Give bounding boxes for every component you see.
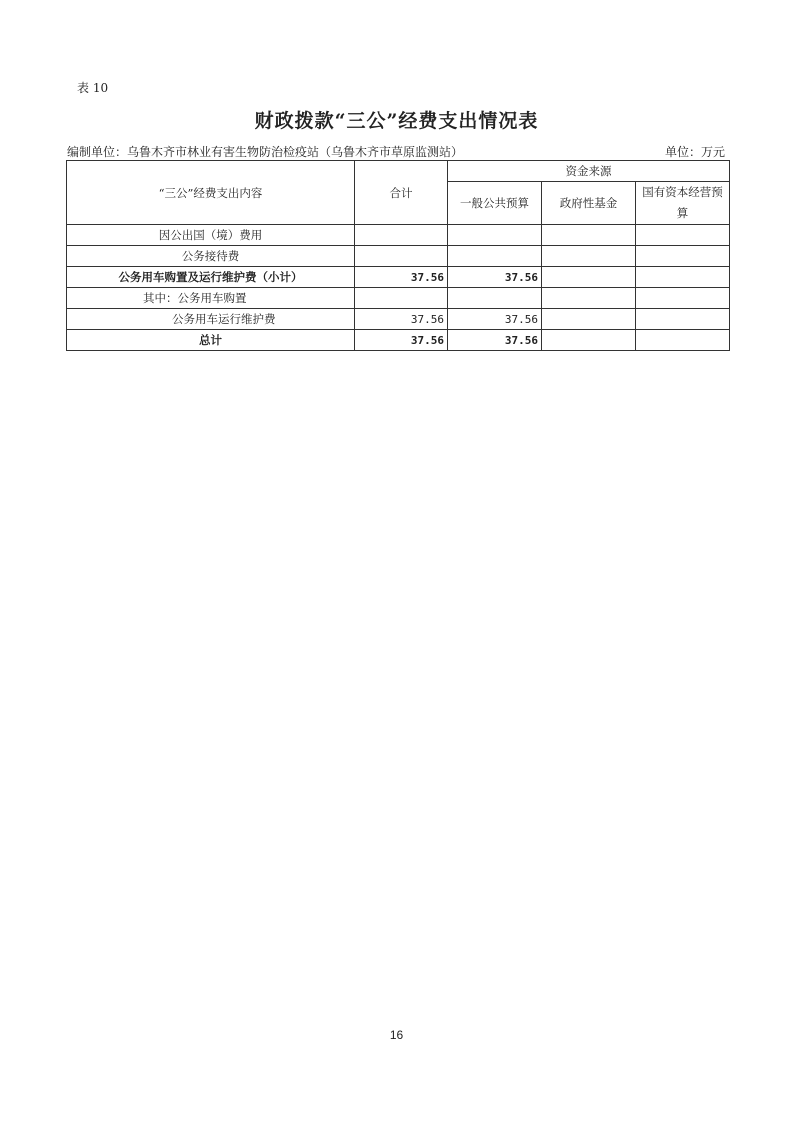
row-label: 总计	[67, 330, 355, 351]
row-label: 因公出国（境）费用	[67, 225, 355, 246]
page-number: 16	[389, 1028, 404, 1042]
row-total: 37.56	[355, 267, 448, 288]
row-state-capital	[636, 225, 730, 246]
table-row	[67, 246, 730, 267]
row-gov-fund	[542, 288, 636, 309]
row-general-budget: 37.56	[448, 309, 542, 330]
three-public-expenses-table	[66, 160, 730, 351]
row-total: 37.56	[355, 309, 448, 330]
row-label: 公务用车购置及运行维护费（小计）	[67, 267, 355, 288]
row-state-capital	[636, 288, 730, 309]
header-gov-fund: 政府性基金	[542, 182, 636, 225]
row-label: 公务用车运行维护费	[67, 309, 355, 330]
row-total	[355, 246, 448, 267]
row-general-budget: 37.56	[448, 330, 542, 351]
table-row	[67, 309, 730, 330]
row-total: 37.56	[355, 330, 448, 351]
row-gov-fund	[542, 309, 636, 330]
table-row-grand-total	[67, 330, 730, 351]
row-total	[355, 288, 448, 309]
row-general-budget	[448, 246, 542, 267]
table-row	[67, 225, 730, 246]
row-label: 其中：公务用车购置	[67, 288, 355, 309]
table-row	[67, 288, 730, 309]
header-content: “三公”经费支出内容	[67, 161, 355, 225]
row-general-budget: 37.56	[448, 267, 542, 288]
row-gov-fund	[542, 267, 636, 288]
header-state-capital: 国有资本经营预算	[636, 182, 730, 225]
row-total	[355, 225, 448, 246]
row-general-budget	[448, 225, 542, 246]
row-general-budget	[448, 288, 542, 309]
table-row-subtotal	[67, 267, 730, 288]
row-state-capital	[636, 309, 730, 330]
row-state-capital	[636, 330, 730, 351]
header-funding-source: 资金来源	[448, 161, 730, 182]
compiling-unit: 编制单位：乌鲁木齐市林业有害生物防治检疫站（乌鲁木齐市草原监测站）	[67, 145, 464, 159]
currency-unit: 单位：万元	[664, 145, 725, 159]
document-title: 财政拨款“三公”经费支出情况表	[254, 110, 539, 132]
row-state-capital	[636, 246, 730, 267]
row-label: 公务接待费	[67, 246, 355, 267]
row-gov-fund	[542, 246, 636, 267]
table-number: 表 10	[77, 81, 109, 95]
row-gov-fund	[542, 225, 636, 246]
header-total: 合计	[355, 161, 448, 225]
row-gov-fund	[542, 330, 636, 351]
row-state-capital	[636, 267, 730, 288]
header-general-budget: 一般公共预算	[448, 182, 542, 225]
